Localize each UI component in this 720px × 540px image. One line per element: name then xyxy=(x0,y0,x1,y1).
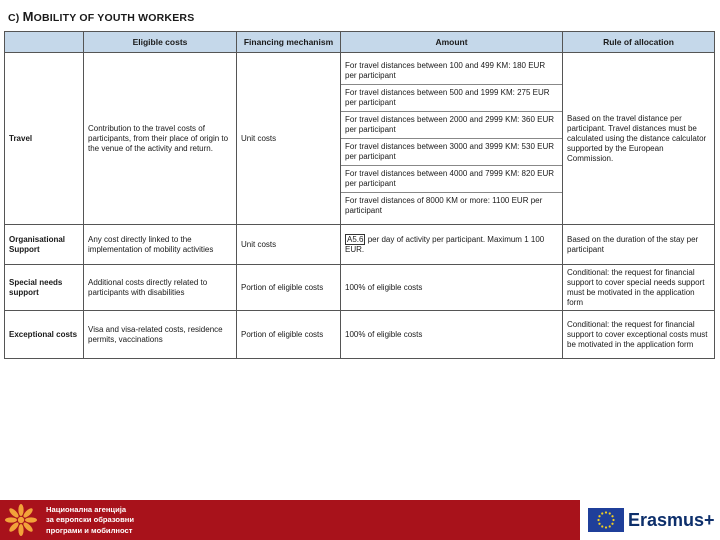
table-row-exceptional xyxy=(5,311,715,359)
amount-line: For travel distances of 8000 KM or more: 1100 EUR per participant xyxy=(345,196,543,215)
costs-table xyxy=(4,31,715,359)
amount-line: For travel distances between 100 and 499 KM: 180 EUR per participant xyxy=(341,58,562,85)
footer-bar xyxy=(0,500,720,540)
amount-line: For travel distances between 4000 and 7999 KM: 820 EUR per participant xyxy=(341,166,562,193)
amount-travel xyxy=(341,53,563,225)
amount-organisational xyxy=(341,225,563,265)
category-organisational: Organisational Support xyxy=(5,225,84,265)
header-blank xyxy=(5,32,84,53)
amount-line: For travel distances between 3000 and 3999 KM: 530 EUR per participant xyxy=(341,139,562,166)
header-eligible-costs: Eligible costs xyxy=(84,32,237,53)
rule-organisational: Based on the duration of the stay per participant xyxy=(563,225,715,265)
section-title: C) MOBILITY OF YOUTH WORKERS xyxy=(8,9,195,24)
eu-flag-icon xyxy=(588,508,624,532)
agency-line: за европски образовни xyxy=(46,515,134,525)
amount-exceptional: 100% of eligible costs xyxy=(341,311,563,359)
table-row-organisational xyxy=(5,225,715,265)
amount-boxed: A5.6 xyxy=(347,234,364,244)
mechanism-organisational: Unit costs xyxy=(237,225,341,265)
table-header-row xyxy=(5,32,715,53)
programme-name: Erasmus+ xyxy=(628,510,715,530)
mechanism-travel: Unit costs xyxy=(237,53,341,225)
eligible-organisational: Any cost directly linked to the implementation of mobility activities xyxy=(84,225,237,265)
table-row-special-needs xyxy=(5,265,715,311)
category-travel: Travel xyxy=(5,53,84,225)
amount-rest: per day of activity per participant. Maximum 1 100 EUR. xyxy=(345,234,545,254)
mechanism-exceptional: Portion of eligible costs xyxy=(237,311,341,359)
agency-line: Национална агенција xyxy=(46,505,127,514)
amount-special-needs: 100% of eligible costs xyxy=(341,265,563,311)
eligible-travel: Contribution to the travel costs of participants, from their place of origin to the venue of the activity and return. xyxy=(84,53,237,225)
category-exceptional: Exceptional costs xyxy=(5,311,84,359)
eligible-exceptional: Visa and visa-related costs, residence permits, vaccinations xyxy=(84,311,237,359)
agency-name xyxy=(46,505,134,536)
amount-line: For travel distances between 500 and 1999 KM: 275 EUR per participant xyxy=(341,85,562,112)
rule-travel: Based on the travel distance per participant. Travel distances must be calculated using the distance calculator supported by the European Commission. xyxy=(563,53,715,225)
rule-exceptional: Conditional: the request for financial support to cover exceptional costs must be motivated in the application form xyxy=(563,311,715,359)
category-special-needs: Special needs support xyxy=(5,265,84,311)
mechanism-special-needs: Portion of eligible costs xyxy=(237,265,341,311)
agency-logo-icon xyxy=(4,503,38,537)
agency-line: програми и мобилност xyxy=(46,525,133,535)
rule-special-needs: Conditional: the request for financial support to cover special needs support must be motivated in the application form xyxy=(563,265,715,311)
eligible-special-needs: Additional costs directly related to participants with disabilities xyxy=(84,265,237,311)
header-financing-mechanism: Financing mechanism xyxy=(237,32,341,53)
header-rule-of-allocation: Rule of allocation xyxy=(563,32,715,53)
table-row-travel xyxy=(5,53,715,225)
header-amount: Amount xyxy=(341,32,563,53)
amount-line: For travel distances between 2000 and 2999 KM: 360 EUR per participant xyxy=(341,112,562,139)
